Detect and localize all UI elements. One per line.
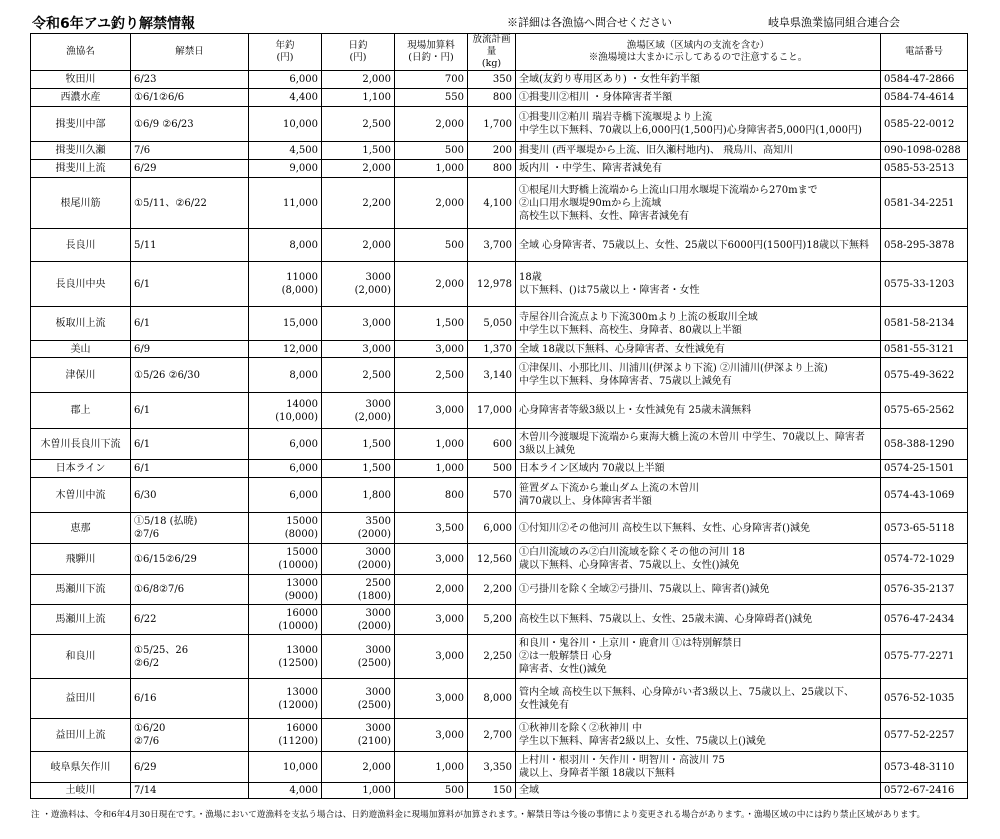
cell-onsite: 3,500 (395, 513, 468, 544)
cell-area: ①根尾川大野橋上流端から上流山口用水堰堤下流端から270mまで ②山口用水堰堤90mから上流域 高校生以下無料、女性、障害者減免有 (516, 178, 881, 229)
table-row (31, 429, 968, 460)
cell-annual: 6,000 (249, 429, 322, 460)
cell-daily: 1,800 (322, 478, 395, 513)
cell-open: ①5/11、②6/22 (131, 178, 249, 229)
cell-daily: 2,500 (322, 107, 395, 142)
cell-open: ①5/26 ②6/30 (131, 358, 249, 393)
cell-name: 揖斐川久瀬 (31, 142, 131, 160)
cell-daily: 3,000 (322, 341, 395, 358)
cell-open: 6/1 (131, 262, 249, 307)
cell-area: 全域 心身障害者、75歳以上、女性、25歳以下6000円(1500円)18歳以下無料 (516, 229, 881, 262)
cell-area: 揖斐川 (西平堰堤から上流、旧久瀬村地内)、 飛鳥川、高知川 (516, 142, 881, 160)
cell-open: 6/29 (131, 160, 249, 178)
cell-annual: 6,000 (249, 71, 322, 89)
cell-open: ①6/15②6/29 (131, 544, 249, 575)
cell-area: ①揖斐川②粕川 瑞岩寺橋下流堰堤より上流 中学生以下無料、70歳以上6,000円(1,500円)心身障害者5,000円(1,000円) (516, 107, 881, 142)
cell-annual: 14000 (10,000) (249, 393, 322, 429)
cell-open: 5/11 (131, 229, 249, 262)
cell-area: ①付知川②その他河川 高校生以下無料、女性、心身障害者()減免 (516, 513, 881, 544)
table-row (31, 178, 968, 229)
table-row (31, 71, 968, 89)
cell-onsite: 500 (395, 229, 468, 262)
cell-area: 坂内川 ・中学生、障害者減免有 (516, 160, 881, 178)
cell-release: 800 (468, 160, 516, 178)
cell-daily: 1,500 (322, 429, 395, 460)
cell-release: 2,200 (468, 575, 516, 605)
cell-open: 6/1 (131, 393, 249, 429)
col-daily: 日釣 (円) (322, 34, 395, 71)
cell-name: 揖斐川中部 (31, 107, 131, 142)
cell-area: 木曽川今渡堰堤下流端から東海大橋上流の木曽川 中学生、70歳以上、障害者 3級以上減免 (516, 429, 881, 460)
cell-onsite: 2,000 (395, 575, 468, 605)
cell-phone: 0584-47-2866 (881, 71, 968, 89)
cell-area: ①揖斐川②相川 ・身体障害者半額 (516, 89, 881, 107)
cell-name: 益田川上流 (31, 719, 131, 752)
cell-phone: 0574-25-1501 (881, 460, 968, 478)
cell-daily: 1,000 (322, 783, 395, 799)
cell-release: 4,100 (468, 178, 516, 229)
cell-release: 6,000 (468, 513, 516, 544)
inquiry-note: ※詳細は各漁協へ問合せください (507, 16, 672, 29)
table-row (31, 89, 968, 107)
col-open: 解禁日 (131, 34, 249, 71)
cell-daily: 2,000 (322, 752, 395, 783)
cell-release: 800 (468, 89, 516, 107)
cell-annual: 4,000 (249, 783, 322, 799)
cell-area: ①白川流域のみ②白川流域を除くその他の河川 18 歳以下無料、心身障害者、75歳以上、女性()減免 (516, 544, 881, 575)
cell-phone: 0572-67-2416 (881, 783, 968, 799)
cell-phone: 0576-35-2137 (881, 575, 968, 605)
table-row (31, 635, 968, 679)
cell-onsite: 3,000 (395, 679, 468, 719)
cell-annual: 13000 (9000) (249, 575, 322, 605)
cell-phone: 0576-47-2434 (881, 605, 968, 635)
cell-annual: 11000 (8,000) (249, 262, 322, 307)
cell-phone: 0584-74-4614 (881, 89, 968, 107)
cell-release: 3,350 (468, 752, 516, 783)
cell-onsite: 700 (395, 71, 468, 89)
cell-open: 6/1 (131, 307, 249, 341)
cell-annual: 13000 (12000) (249, 679, 322, 719)
cell-onsite: 3,000 (395, 605, 468, 635)
cell-phone: 0573-65-5118 (881, 513, 968, 544)
cell-release: 1,700 (468, 107, 516, 142)
col-name: 漁協名 (31, 34, 131, 71)
cell-daily: 3,000 (322, 307, 395, 341)
cell-onsite: 500 (395, 142, 468, 160)
cell-daily: 2,500 (322, 358, 395, 393)
table-row (31, 575, 968, 605)
cell-release: 3,700 (468, 229, 516, 262)
table-row (31, 460, 968, 478)
cell-open: 6/9 (131, 341, 249, 358)
cell-onsite: 3,000 (395, 544, 468, 575)
cell-release: 5,050 (468, 307, 516, 341)
footer-note: 注 ・遊漁料は、令和6年4月30日現在です。・漁場において遊漁料を支払う場合は、日釣遊漁料金に現場加算料が加算されます。・解禁日等は今後の事情により変更される場合があります。・漁場区域の中には釣り禁止区域があります。 (31, 810, 926, 820)
cell-onsite: 1,000 (395, 752, 468, 783)
cell-annual: 12,000 (249, 341, 322, 358)
cell-name: 土岐川 (31, 783, 131, 799)
table-row (31, 358, 968, 393)
cell-name: 益田川 (31, 679, 131, 719)
table-row (31, 605, 968, 635)
cell-annual: 16000 (10000) (249, 605, 322, 635)
cell-onsite: 3,000 (395, 719, 468, 752)
cell-onsite: 3,000 (395, 635, 468, 679)
cell-release: 150 (468, 783, 516, 799)
col-area: 漁場区域（区域内の支流を含む） ※漁場境は大まかに示してあるので注意すること。 (516, 34, 881, 71)
table-body (31, 71, 968, 799)
table-row (31, 719, 968, 752)
cell-name: 西濃水産 (31, 89, 131, 107)
cell-annual: 4,400 (249, 89, 322, 107)
cell-phone: 0581-55-3121 (881, 341, 968, 358)
cell-onsite: 1,500 (395, 307, 468, 341)
cell-open: 6/29 (131, 752, 249, 783)
table-header-row (31, 34, 968, 71)
cell-area: 全域 (516, 783, 881, 799)
cell-area: ①秋神川を除く②秋神川 中 学生以下無料、障害者2級以上、女性、75歳以上()減免 (516, 719, 881, 752)
cell-phone: 0576-52-1035 (881, 679, 968, 719)
col-onsite: 現場加算料 (日釣・円) (395, 34, 468, 71)
cell-phone: 0575-33-1203 (881, 262, 968, 307)
cell-annual: 6,000 (249, 460, 322, 478)
cell-open: 6/16 (131, 679, 249, 719)
cell-onsite: 2,500 (395, 358, 468, 393)
cell-open: ①6/8②7/6 (131, 575, 249, 605)
cell-phone: 0575-49-3622 (881, 358, 968, 393)
cell-daily: 3000 (2000) (322, 544, 395, 575)
cell-name: 長良川中央 (31, 262, 131, 307)
cell-release: 12,978 (468, 262, 516, 307)
cell-phone: 090-1098-0288 (881, 142, 968, 160)
page-title: 令和6年アユ釣り解禁情報 (32, 16, 196, 32)
table-row (31, 160, 968, 178)
cell-name: 日本ライン (31, 460, 131, 478)
cell-release: 5,200 (468, 605, 516, 635)
cell-phone: 0585-53-2513 (881, 160, 968, 178)
cell-onsite: 500 (395, 783, 468, 799)
cell-phone: 0581-34-2251 (881, 178, 968, 229)
cell-name: 恵那 (31, 513, 131, 544)
cell-name: 津保川 (31, 358, 131, 393)
cell-daily: 1,500 (322, 460, 395, 478)
cell-open: 6/22 (131, 605, 249, 635)
cell-annual: 9,000 (249, 160, 322, 178)
cell-open: ①6/1②6/6 (131, 89, 249, 107)
cell-name: 和良川 (31, 635, 131, 679)
cell-phone: 0585-22-0012 (881, 107, 968, 142)
cell-open: 6/23 (131, 71, 249, 89)
cell-daily: 2,000 (322, 229, 395, 262)
cell-onsite: 2,000 (395, 178, 468, 229)
page-header (0, 13, 1000, 33)
cell-open: ①5/25、26 ②6/2 (131, 635, 249, 679)
cell-daily: 1,100 (322, 89, 395, 107)
table-row (31, 478, 968, 513)
col-annual: 年釣 (円) (249, 34, 322, 71)
cell-area: 高校生以下無料、75歳以上、女性、25歳未満、心身障碍者()減免 (516, 605, 881, 635)
cell-phone: 0581-58-2134 (881, 307, 968, 341)
cell-onsite: 3,000 (395, 341, 468, 358)
col-phone: 電話番号 (881, 34, 968, 71)
cell-open: 7/14 (131, 783, 249, 799)
cell-annual: 8,000 (249, 358, 322, 393)
cell-release: 350 (468, 71, 516, 89)
cell-release: 3,140 (468, 358, 516, 393)
cell-phone: 058-295-3878 (881, 229, 968, 262)
cell-onsite: 1,000 (395, 160, 468, 178)
cell-daily: 2,200 (322, 178, 395, 229)
cell-release: 12,560 (468, 544, 516, 575)
cell-area: 日本ライン区域内 70歳以上半額 (516, 460, 881, 478)
cell-daily: 3000 (2500) (322, 635, 395, 679)
cell-annual: 16000 (11200) (249, 719, 322, 752)
cell-name: 美山 (31, 341, 131, 358)
cell-area: 18歳 以下無料、()は75歳以上・障害者・女性 (516, 262, 881, 307)
table-row (31, 783, 968, 799)
table-row (31, 107, 968, 142)
cell-phone: 0574-43-1069 (881, 478, 968, 513)
table-row (31, 262, 968, 307)
cell-daily: 3000 (2000) (322, 605, 395, 635)
cell-daily: 2,000 (322, 160, 395, 178)
cell-annual: 10,000 (249, 107, 322, 142)
cell-name: 牧田川 (31, 71, 131, 89)
cell-name: 木曽川長良川下流 (31, 429, 131, 460)
cell-phone: 0575-77-2271 (881, 635, 968, 679)
cell-area: 全域 18歳以下無料、心身障害者、女性減免有 (516, 341, 881, 358)
cell-area: 寺屋谷川合流点より下流300mより上流の板取川全域 中学生以下無料、高校生、身障者、80歳以上半額 (516, 307, 881, 341)
cell-onsite: 1,000 (395, 429, 468, 460)
cell-onsite: 2,000 (395, 107, 468, 142)
table-row (31, 393, 968, 429)
cell-open: ①5/18 (払暁) ②7/6 (131, 513, 249, 544)
cell-release: 8,000 (468, 679, 516, 719)
cell-daily: 2500 (1800) (322, 575, 395, 605)
cell-daily: 3000 (2,000) (322, 393, 395, 429)
table-row (31, 229, 968, 262)
cell-onsite: 800 (395, 478, 468, 513)
cell-daily: 3000 (2500) (322, 679, 395, 719)
cell-open: 7/6 (131, 142, 249, 160)
cell-name: 木曽川中流 (31, 478, 131, 513)
cell-release: 1,370 (468, 341, 516, 358)
cell-name: 長良川 (31, 229, 131, 262)
cell-area: 管内全域 高校生以下無料、心身障がい者3級以上、75歳以上、25歳以下、 女性減免有 (516, 679, 881, 719)
cell-annual: 11,000 (249, 178, 322, 229)
cell-daily: 1,500 (322, 142, 395, 160)
cell-name: 馬瀬川上流 (31, 605, 131, 635)
cell-annual: 15000 (8000) (249, 513, 322, 544)
cell-onsite: 2,000 (395, 262, 468, 307)
cell-daily: 3500 (2000) (322, 513, 395, 544)
cell-release: 500 (468, 460, 516, 478)
cell-phone: 0573-48-3110 (881, 752, 968, 783)
cell-area: 上村川・根羽川・矢作川・明智川・高波川 75 歳以上、身障者半額 18歳以下無料 (516, 752, 881, 783)
cell-annual: 15000 (10000) (249, 544, 322, 575)
table-row (31, 341, 968, 358)
col-release: 放流計画量 (kg) (468, 34, 516, 71)
cell-phone: 0577-52-2257 (881, 719, 968, 752)
table-row (31, 307, 968, 341)
table-row (31, 752, 968, 783)
cell-area: ①弓掛川を除く全域②弓掛川、75歳以上、障害者()減免 (516, 575, 881, 605)
cell-open: ①6/20 ②7/6 (131, 719, 249, 752)
table-row (31, 679, 968, 719)
table-row (31, 142, 968, 160)
cell-onsite: 1,000 (395, 460, 468, 478)
cell-annual: 10,000 (249, 752, 322, 783)
cell-release: 600 (468, 429, 516, 460)
cell-release: 17,000 (468, 393, 516, 429)
cell-name: 岐阜県矢作川 (31, 752, 131, 783)
cell-name: 根尾川筋 (31, 178, 131, 229)
cell-phone: 058-388-1290 (881, 429, 968, 460)
cell-name: 飛騨川 (31, 544, 131, 575)
cell-name: 馬瀬川下流 (31, 575, 131, 605)
table-row (31, 513, 968, 544)
cell-name: 郡上 (31, 393, 131, 429)
cell-onsite: 3,000 (395, 393, 468, 429)
cell-area: 和良川・鬼谷川・上京川・鹿倉川 ①は特別解禁日 ②は一般解禁日 心身 障害者、女性()減免 (516, 635, 881, 679)
cell-release: 2,250 (468, 635, 516, 679)
cell-area: 心身障害者等級3級以上・女性減免有 25歳未満無料 (516, 393, 881, 429)
cell-name: 板取川上流 (31, 307, 131, 341)
cell-name: 揖斐川上流 (31, 160, 131, 178)
organization-name: 岐阜県漁業協同組合連合会 (768, 16, 900, 29)
cell-release: 570 (468, 478, 516, 513)
cell-open: 6/1 (131, 460, 249, 478)
cell-area: 笹置ダム下流から兼山ダム上流の木曽川 満70歳以上、身体障害者半額 (516, 478, 881, 513)
cell-release: 2,700 (468, 719, 516, 752)
cell-open: 6/30 (131, 478, 249, 513)
cell-open: 6/1 (131, 429, 249, 460)
cell-annual: 6,000 (249, 478, 322, 513)
cell-annual: 4,500 (249, 142, 322, 160)
cell-phone: 0574-72-1029 (881, 544, 968, 575)
cell-daily: 3000 (2,000) (322, 262, 395, 307)
cell-daily: 3000 (2100) (322, 719, 395, 752)
cell-annual: 13000 (12500) (249, 635, 322, 679)
cell-annual: 15,000 (249, 307, 322, 341)
cell-open: ①6/9 ②6/23 (131, 107, 249, 142)
table-row (31, 544, 968, 575)
cell-area: 全域(友釣り専用区あり) ・女性年釣半額 (516, 71, 881, 89)
opening-info-table (30, 33, 968, 799)
cell-phone: 0575-65-2562 (881, 393, 968, 429)
cell-daily: 2,000 (322, 71, 395, 89)
cell-onsite: 550 (395, 89, 468, 107)
cell-release: 200 (468, 142, 516, 160)
cell-annual: 8,000 (249, 229, 322, 262)
cell-area: ①津保川、小那比川、川浦川(伊深より下流) ②川浦川(伊深より上流) 中学生以下無料、身体障害者、75歳以上減免有 (516, 358, 881, 393)
